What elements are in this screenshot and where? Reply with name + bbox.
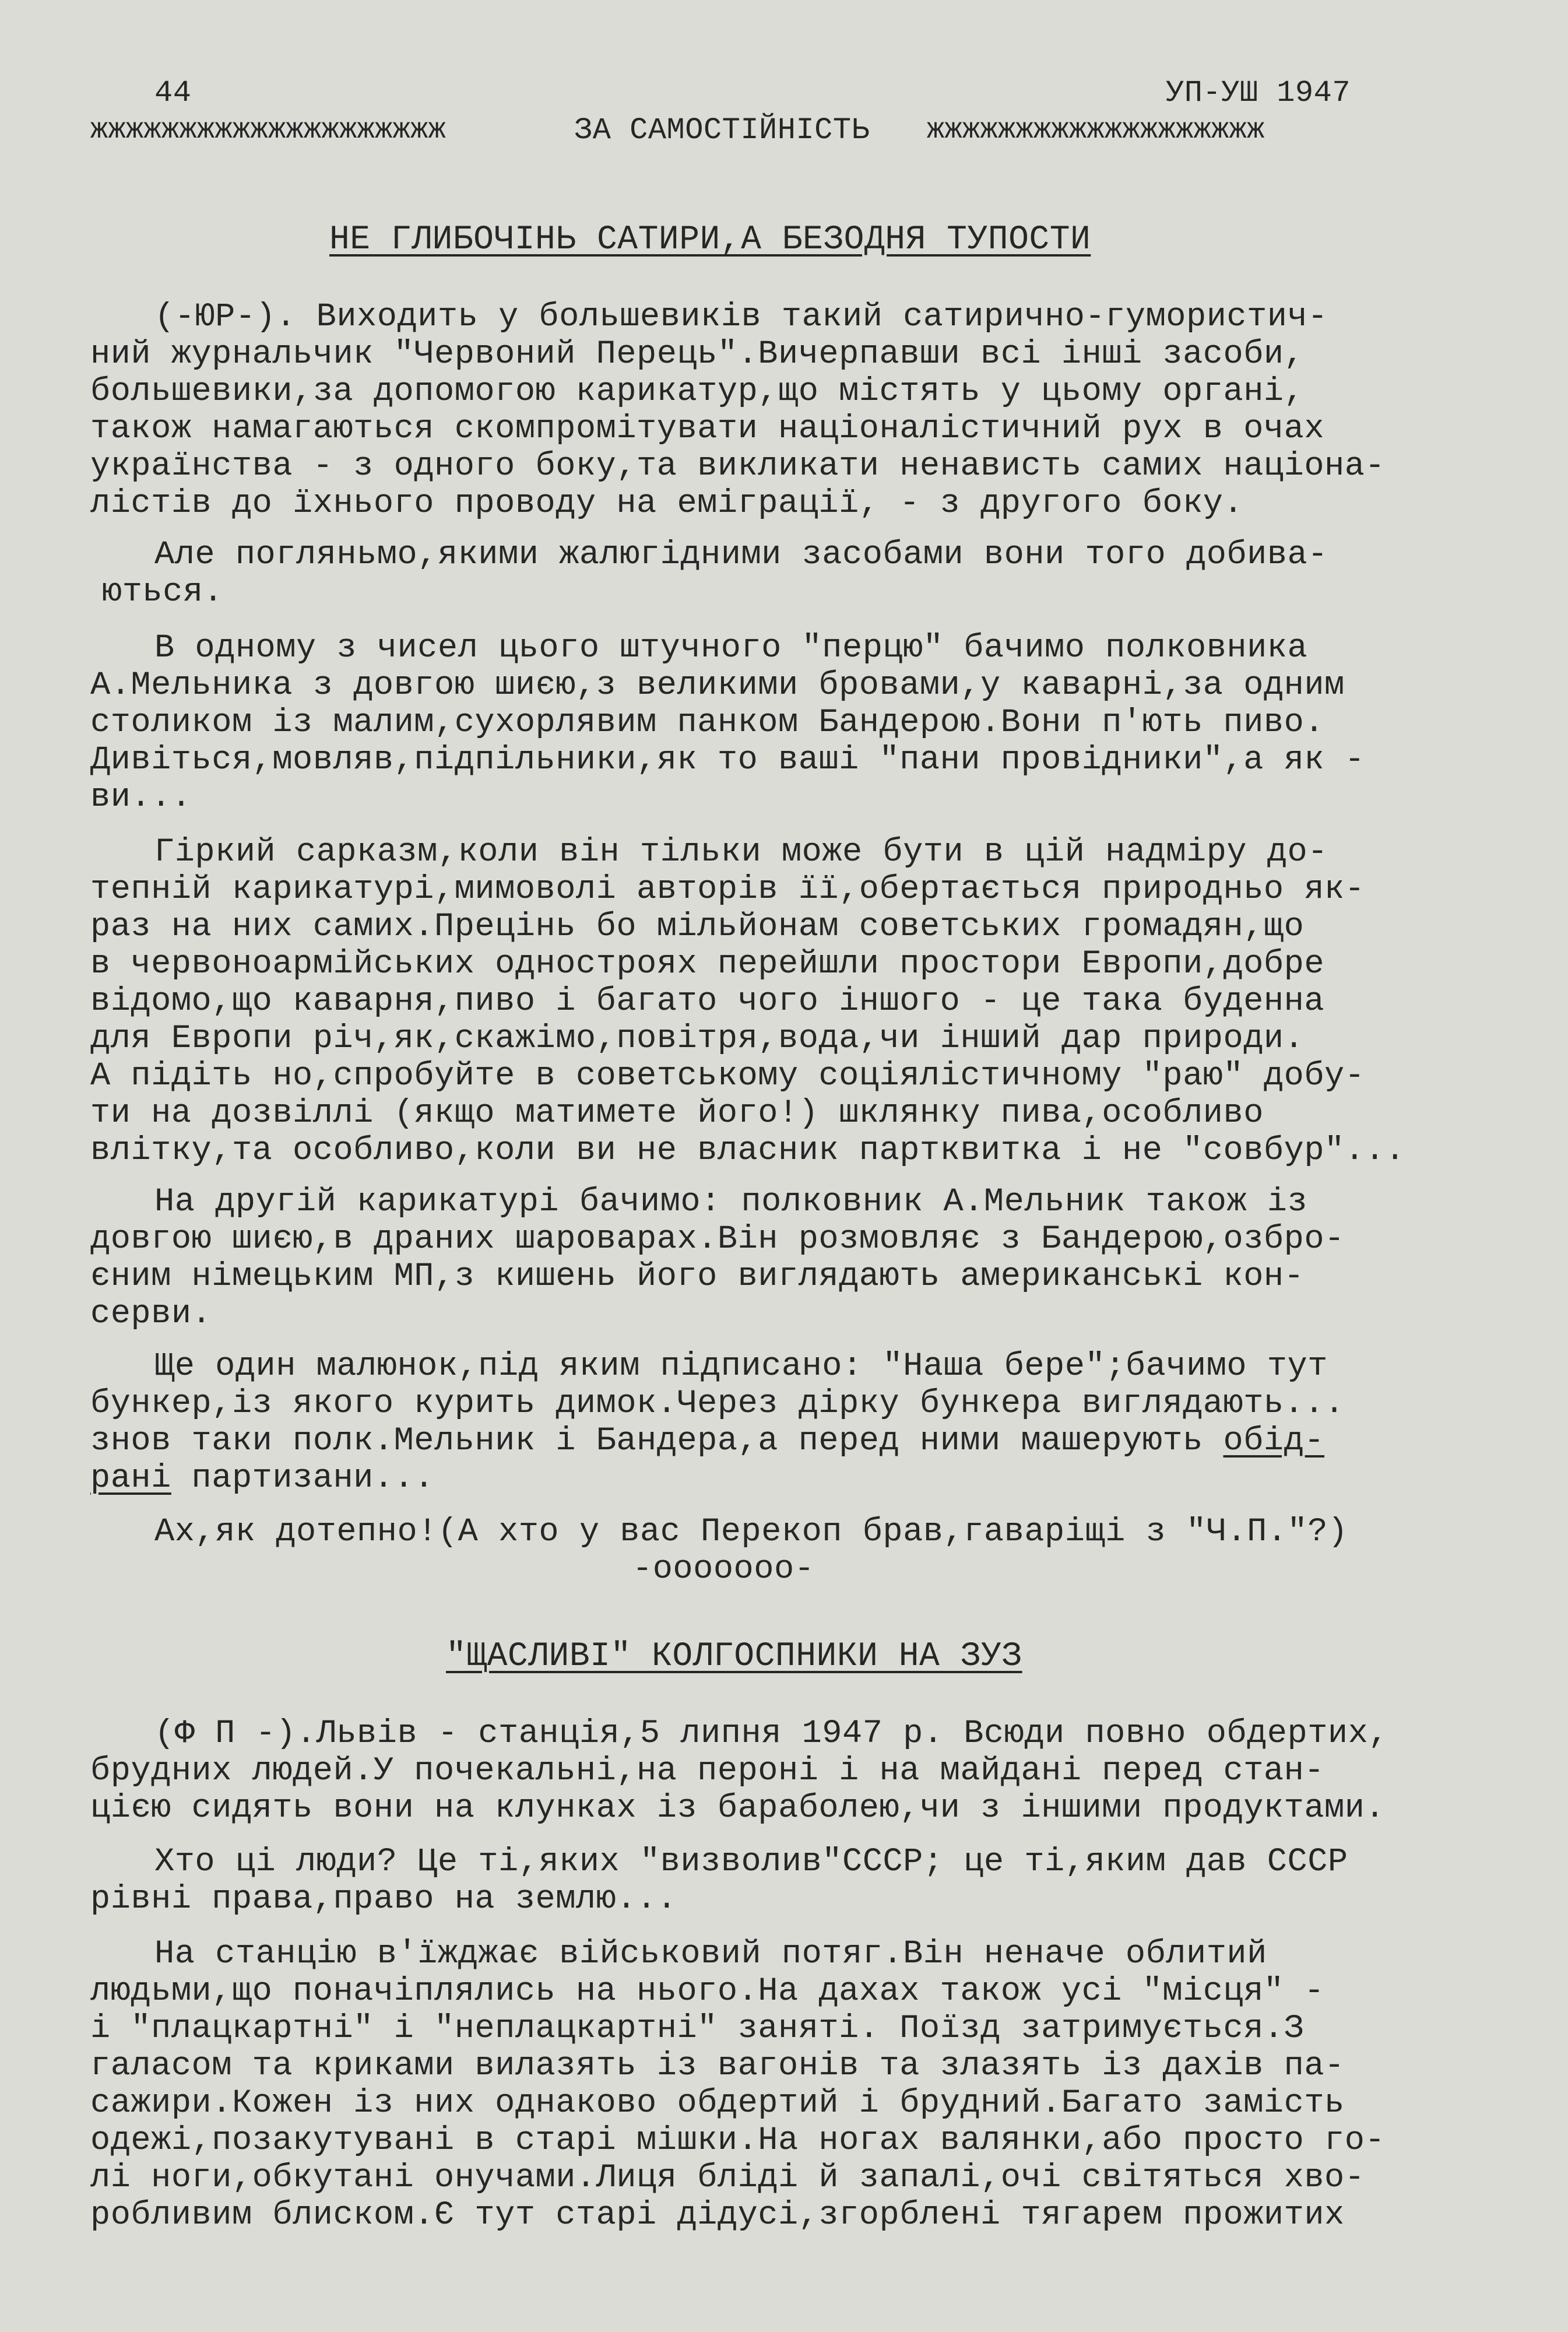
article1-line (90, 1460, 434, 1497)
article2-line: На станцію в'їжджає військовий потяг.Він неначе облитий (154, 1936, 1267, 1973)
article1-line: довгою шиєю,в драних шароварах.Він розмовляє з Бандерою,озбро- (90, 1221, 1345, 1258)
article2-line: галасом та криками вилазять із вагонів та злазять із дахів па- (90, 2047, 1345, 2085)
article1-line: єним німецьким МП,з кишень його виглядають американські кон- (90, 1258, 1305, 1295)
article1-title: НЕ ГЛИБОЧІНЬ САТИРИ,А БЕЗОДНЯ ТУПОСТИ (329, 221, 1091, 259)
article2-line: рівні права,право на землю... (90, 1881, 677, 1918)
article1-line: На другій карикатурі бачимо: полковник А.Мельник також із (154, 1183, 1308, 1221)
article2-line: одежі,позакутувані в старі мішки.На ногах валянки,або просто го- (90, 2122, 1386, 2159)
article1-line: ний журнальчик "Червоний Перець".Вичерпавши всі інші засоби, (90, 336, 1305, 373)
article1-line: столиком із малим,сухорлявим панком Бандерою.Вони п'ють пиво. (90, 704, 1325, 742)
article2-line: робливим блиском.Є тут старі дідусі,згорблені тягарем прожитих (90, 2197, 1345, 2234)
article1-line (90, 1423, 1324, 1460)
article2-line: і "плацкартні" і "неплацкартні" заняті. Поїзд затримується.З (90, 2010, 1305, 2047)
article1-line-text: партизани... (171, 1460, 435, 1497)
article1-line: А.Мельника з довгою шиєю,з великими бровами,у каварні,за одним (90, 667, 1345, 704)
article2-line: (Ф П -).Львів - станція,5 липня 1947 р. Всюди повно обдертих, (154, 1715, 1389, 1752)
article1-line: для Европи річ,як,скажімо,повітря,вода,чи інший дар природи. (90, 1020, 1305, 1058)
article1-line: серви. (90, 1295, 212, 1333)
article1-line: лістів до їхнього проводу на еміграції, - з другого боку. (90, 485, 1244, 522)
underlined-word: рані (90, 1460, 171, 1497)
publication-title: ЗА САМОСТІЙНІСТЬ (574, 113, 870, 147)
article1-line: українства - з одного боку,та викликати ненависть самих націона- (90, 448, 1386, 485)
article1-line: ви... (90, 779, 192, 816)
article1-line: ються. (102, 574, 224, 611)
article2-line: брудних людей.У почекальні,на пероні і на майдані перед стан- (90, 1752, 1325, 1790)
article2-line: лі ноги,обкутані онучами.Лиця бліді й запалі,очі світяться хво- (90, 2159, 1365, 2197)
article1-line: ти на дозвіллі (якщо матимете його!) шклянку пива,особливо (90, 1095, 1264, 1132)
article1-line: В одному з чисел цього штучного "перцю" бачимо полковника (154, 630, 1308, 667)
article1-line: А підіть но,спробуйте в советському соціялістичному "раю" добу- (90, 1058, 1365, 1095)
article1-line: большевики,за допомогою карикатур,що містять у цьому органі, (90, 373, 1305, 410)
header-deco-left: жжжжжжжжжжжжжжжжжжжж (90, 114, 447, 147)
article2-line: сажири.Кожен із них однаково обдертий і брудний.Багато замість (90, 2085, 1345, 2122)
article1-line: відомо,що каварня,пиво і багато чого іншого - це така буденна (90, 983, 1325, 1020)
page-number: 44 (154, 76, 192, 110)
article1-line-text: знов таки полк.Мельник і Бандера,а перед ними машерують (90, 1423, 1224, 1460)
article1-line: влітку,та особливо,коли ви не власник партквитка і не "совбур"... (90, 1132, 1405, 1169)
article2-line: людьми,що поначіплялись на нього.На дахах також усі "місця" - (90, 1973, 1325, 2010)
article1-line: раз на них самих.Прецінь бо мільйонам советських громадян,що (90, 908, 1305, 946)
header-deco-right: жжжжжжжжжжжжжжжжжжж (927, 114, 1265, 147)
article1-line: Ах,як дотепно!(А хто у вас Перекоп брав,гаваріщі з "Ч.П."?) (154, 1513, 1348, 1551)
article1-line: тепній карикатурі,мимоволі авторів її,обертається природньо як- (90, 871, 1365, 908)
article2-title: "ЩАСЛИВІ" КОЛГОСПНИКИ НА ЗУЗ (446, 1638, 1022, 1676)
article1-line: Але погляньмо,якими жалюгідними засобами вони того добива- (154, 536, 1328, 574)
issue-date: УП-УШ 1947 (1166, 76, 1351, 110)
article2-line: Хто ці люди? Це ті,яких "визволив"СССР; це ті,яким дав СССР (154, 1843, 1348, 1881)
article1-line: (-ЮР-). Виходить у большевиків такий сатирично-гумористич- (154, 298, 1328, 336)
underlined-word: обід- (1223, 1423, 1325, 1460)
article2-line: цією сидять вони на клунках із бараболею,чи з іншими продуктами. (90, 1790, 1386, 1827)
article1-line: бункер,із якого курить димок.Через дірку бункера виглядають... (90, 1385, 1345, 1423)
article1-separator: -ооооооо- (632, 1551, 815, 1588)
article1-line: в червоноармійських одностроях перейшли простори Европи,добре (90, 946, 1325, 983)
article1-line: Гіркий сарказм,коли він тільки може бути в цій надміру до- (154, 834, 1328, 871)
article1-line: Дивіться,мовляв,підпільники,як то ваші "пани провідники",а як - (90, 742, 1365, 779)
article1-line: Ще один малюнок,під яким підписано: "Наша бере";бачимо тут (154, 1348, 1328, 1385)
article1-line: також намагаються скомпромітувати націоналістичний рух в очах (90, 410, 1325, 448)
